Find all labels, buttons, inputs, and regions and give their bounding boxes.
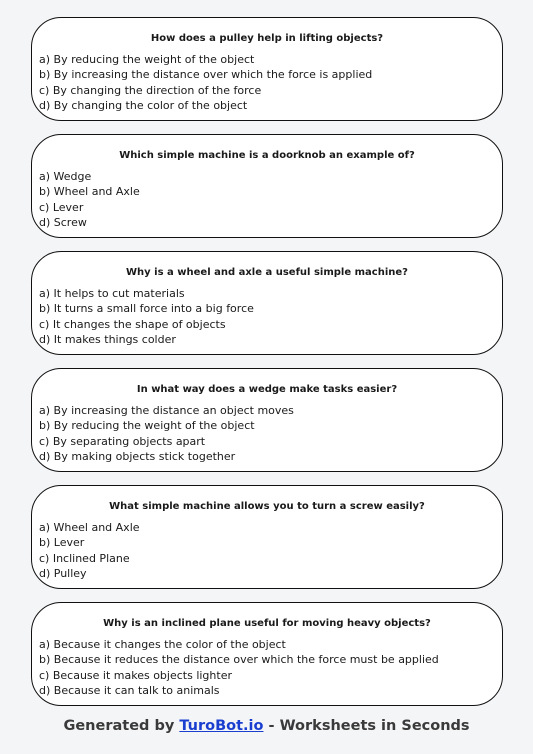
option: b) It turns a small force into a big force (39, 302, 254, 316)
question-card (31, 251, 503, 355)
options-list (39, 637, 439, 698)
option: a) By reducing the weight of the object (39, 53, 255, 66)
option: b) By reducing the weight of the object (39, 419, 255, 433)
question-card (31, 368, 503, 472)
option: c) Inclined Plane (39, 551, 130, 565)
option: b) Wheel and Axle (39, 185, 140, 199)
option: d) It makes things colder (39, 332, 176, 346)
option: c) Because it makes objects lighter (39, 668, 232, 682)
footer-suffix: - Worksheets in Seconds (263, 718, 470, 734)
question-text: Why is an inclined plane useful for moving heavy objects? (103, 618, 431, 629)
option: a) Because it changes the color of the object (39, 638, 286, 651)
question-card (31, 17, 503, 121)
question-card (31, 602, 503, 706)
option: c) It changes the shape of objects (39, 317, 226, 331)
option: b) Because it reduces the distance over which the force must be applied (39, 653, 439, 667)
option: a) By increasing the distance an object moves (39, 404, 294, 417)
option: a) Wheel and Axle (39, 521, 140, 534)
question-text: In what way does a wedge make tasks easier? (136, 384, 398, 395)
option: d) By changing the color of the object (39, 98, 248, 112)
option: d) Pulley (39, 566, 87, 580)
option: a) It helps to cut materials (39, 287, 185, 300)
option: b) Lever (39, 536, 85, 550)
question-card (31, 485, 503, 589)
options-list (39, 520, 140, 581)
options-list (39, 169, 140, 230)
option: c) By changing the direction of the force (39, 83, 262, 97)
options-list (39, 286, 254, 347)
question-text: How does a pulley help in lifting objects? (150, 33, 384, 44)
question-text: Which simple machine is a doorknob an example of? (119, 150, 415, 161)
option: c) By separating objects apart (39, 434, 206, 448)
turobot-link[interactable]: TuroBot.io (179, 718, 264, 734)
options-list (39, 403, 294, 464)
question-text: Why is a wheel and axle a useful simple machine? (126, 267, 408, 278)
options-list (39, 52, 372, 113)
option: c) Lever (39, 200, 84, 214)
option: b) By increasing the distance over which the force is applied (39, 68, 373, 82)
question-text: What simple machine allows you to turn a screw easily? (109, 501, 425, 512)
worksheet (31, 17, 503, 719)
question-card (31, 134, 503, 238)
option: a) Wedge (39, 170, 92, 183)
option: d) Because it can talk to animals (39, 683, 220, 697)
option: d) Screw (39, 215, 87, 229)
footer (0, 718, 533, 734)
option: d) By making objects stick together (39, 449, 236, 463)
footer-prefix: Generated by (63, 718, 180, 734)
